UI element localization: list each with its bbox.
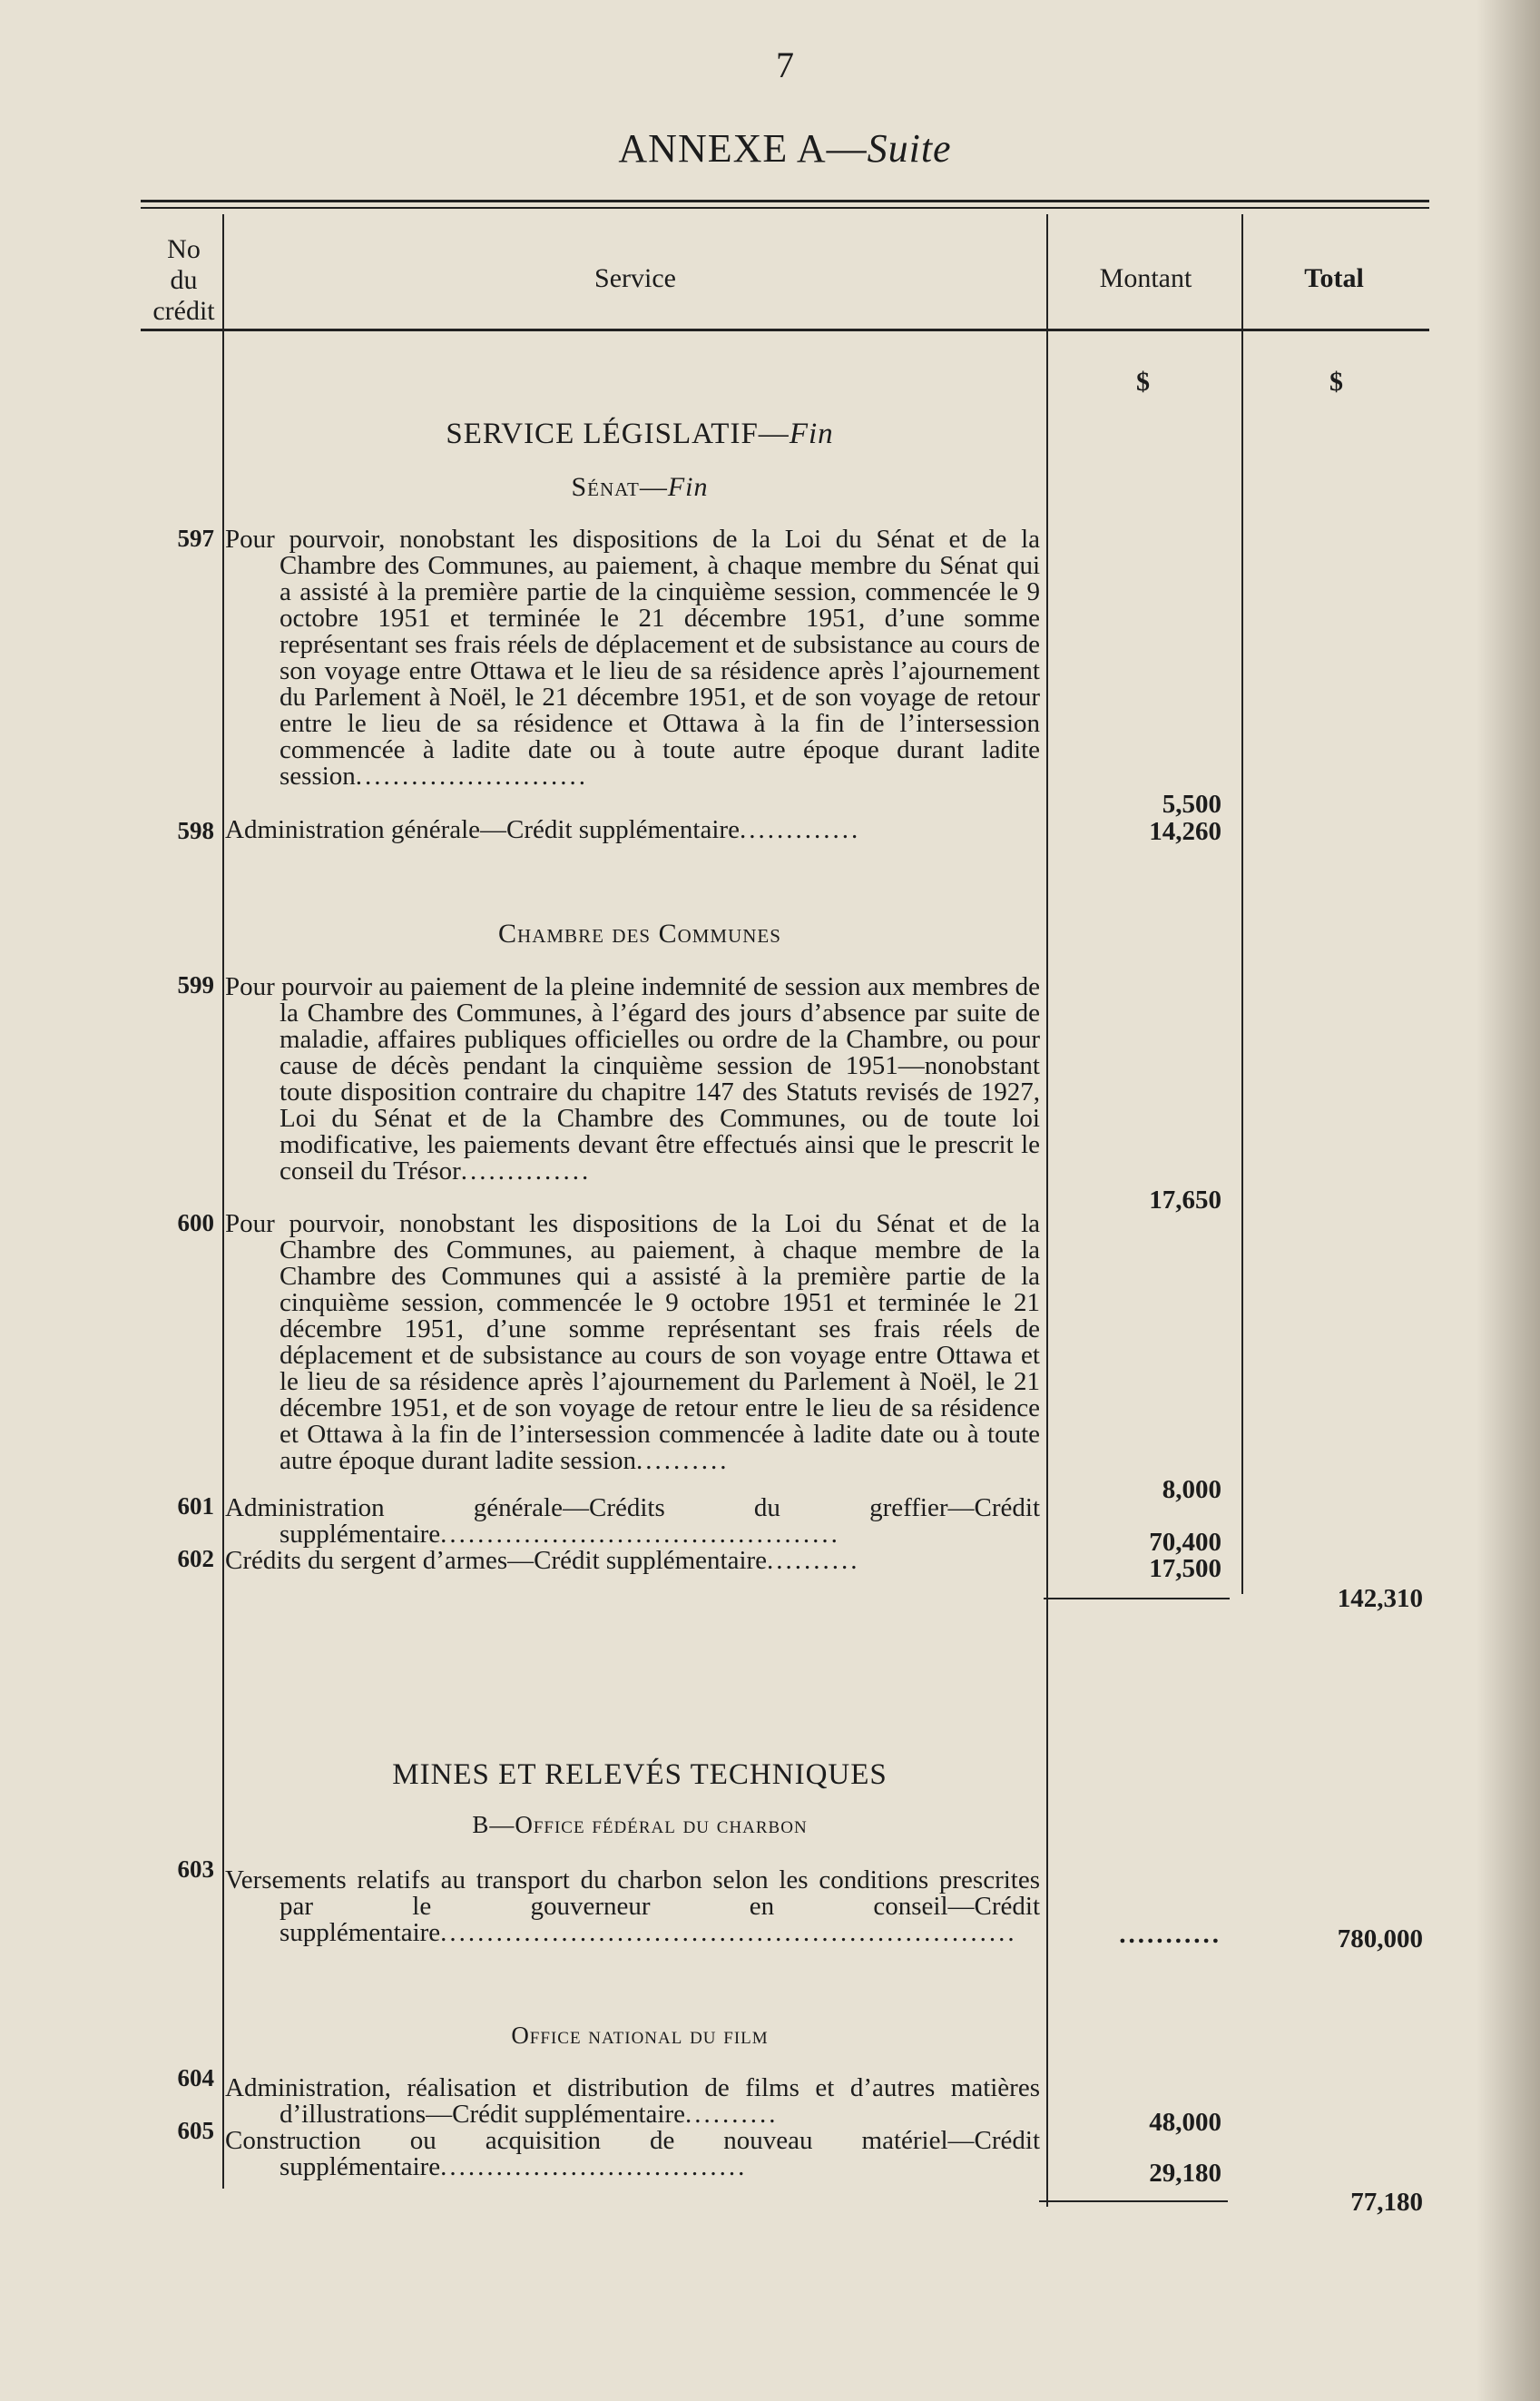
currency-total: $ [1329,367,1343,397]
column-header-montant: Montant [1099,263,1192,293]
subsection-office-charbon: B—Office fédéral du charbon [472,1811,808,1838]
top-rule-2 [141,207,1429,209]
section-total: 77,180 [1350,2188,1423,2217]
column-header-no: No du crédit [152,234,215,326]
credit-description: Pour pourvoir au paiement de la pleine indemnité de session aux membres de la Chambre des Communes, à l’égard des jours d’absence par suite de maladie, affaires publiques officielles ou ordre de la Chambre, ou pour cause de décès pendant la cinquième session de 1951—nonobstant toute disposition contraire du chapitre 147 des Statuts revisés de 1927, Loi du Sénat et de la Chambre des Communes, ou de toute loi modificative, les paiements devant être effectués ainsi que le prescrit le conseil du Trésor.............. [225,972,1040,1186]
credit-amount-dots: ........... [1119,1920,1221,1949]
top-rule-1 [141,200,1429,202]
subtotal-rule [1039,2200,1228,2202]
credit-amount: 17,500 [1149,1554,1221,1583]
section-title-service-legislatif: SERVICE LÉGISLATIF—Fin [446,418,834,450]
credit-description: Administration générale—Crédits du greffier—Crédit supplémentaire........................................... [225,1493,1040,1549]
annex-title: ANNEXE A—Suite [618,126,952,171]
credit-amount: 14,260 [1149,817,1221,846]
credit-number: 605 [177,2117,214,2144]
credit-description: Pour pourvoir, nonobstant les dispositions de la Loi du Sénat et de la Chambre des Communes, au paiement, à chaque membre de la Chambre des Communes qui a assisté à la première partie de la cinquième session, commencée le 9 octobre 1951 et terminée le 21 décembre 1951, d’une somme représentant ses frais réels de déplacement et de subsistance au cours de son voyage entre Ottawa et le lieu de sa résidence après l’ajournement du Parlement à Noël, le 21 décembre 1951, et de son voyage de retour entre le lieu de sa résidence et Ottawa à la fin de l’intersession commencée à ladite date ou à toute autre époque durant ladite session.......... [225,1209,1040,1475]
page-edge-shadow [1476,0,1540,2401]
credit-number: 601 [177,1492,214,1520]
column-divider-2 [1046,214,1048,2207]
credit-description: Construction ou acquisition de nouveau matériel—Crédit supplémentaire................................. [225,2126,1040,2181]
credit-description: Administration générale—Crédit supplémentaire............. [225,815,861,844]
header-rule [141,329,1429,331]
credit-amount: 70,400 [1149,1528,1221,1557]
column-header-total: Total [1304,263,1364,293]
credit-amount: 29,180 [1149,2159,1221,2188]
credit-number: 603 [177,1855,214,1883]
column-divider-3 [1241,214,1243,1594]
credit-amount: 48,000 [1149,2108,1221,2137]
currency-montant: $ [1136,367,1150,397]
section-total: 780,000 [1337,1924,1423,1953]
credit-number: 599 [177,971,214,999]
credit-number: 597 [177,525,214,552]
subtotal-rule [1044,1598,1230,1599]
credit-number: 602 [177,1545,214,1572]
credit-description: Crédits du sergent d’armes—Crédit supplémentaire.......... [225,1546,860,1575]
credit-description: Pour pourvoir, nonobstant les dispositions de la Loi du Sénat et de la Chambre des Communes, au paiement, à chaque membre du Sénat qui a assisté à la première partie de la cinquième session, commencée le 9 octobre 1951 et terminée le 21 décembre 1951, d’une somme représentant ses frais réels de déplacement et de subsistance au cours de son voyage entre Ottawa et le lieu de sa résidence après l’ajournement du Parlement à Noël, le 21 décembre 1951, et de son voyage de retour entre le lieu de sa résidence et Ottawa à la fin de l’intersession commencée à ladite date ou à toute autre époque durant ladite session......................... [225,525,1040,791]
credit-description: Versements relatifs au transport du charbon selon les conditions prescrites par le gouverneur en conseil—Crédit supplémentaire.............................................................. [225,1865,1040,1947]
credit-amount: 8,000 [1162,1475,1221,1504]
section-total: 142,310 [1337,1584,1423,1613]
credit-number: 604 [177,2064,214,2091]
credit-number: 600 [177,1209,214,1236]
credit-number: 598 [177,817,214,844]
column-header-service: Service [594,263,676,293]
credit-amount: 17,650 [1149,1186,1221,1215]
column-divider-1 [222,214,224,2189]
section-title-mines: MINES ET RELEVÉS TECHNIQUES [392,1758,888,1791]
credit-amount: 5,500 [1162,790,1221,819]
subsection-chambre-des-communes: Chambre des Communes [498,919,781,949]
subsection-senat: Sénat—Fin [571,472,709,502]
subsection-office-film: Office national du film [511,2022,769,2049]
credit-description: Administration, réalisation et distribution de films et d’autres matières d’illustrations—Crédit supplémentaire.......... [225,2073,1040,2129]
page-number: 7 [776,44,794,85]
